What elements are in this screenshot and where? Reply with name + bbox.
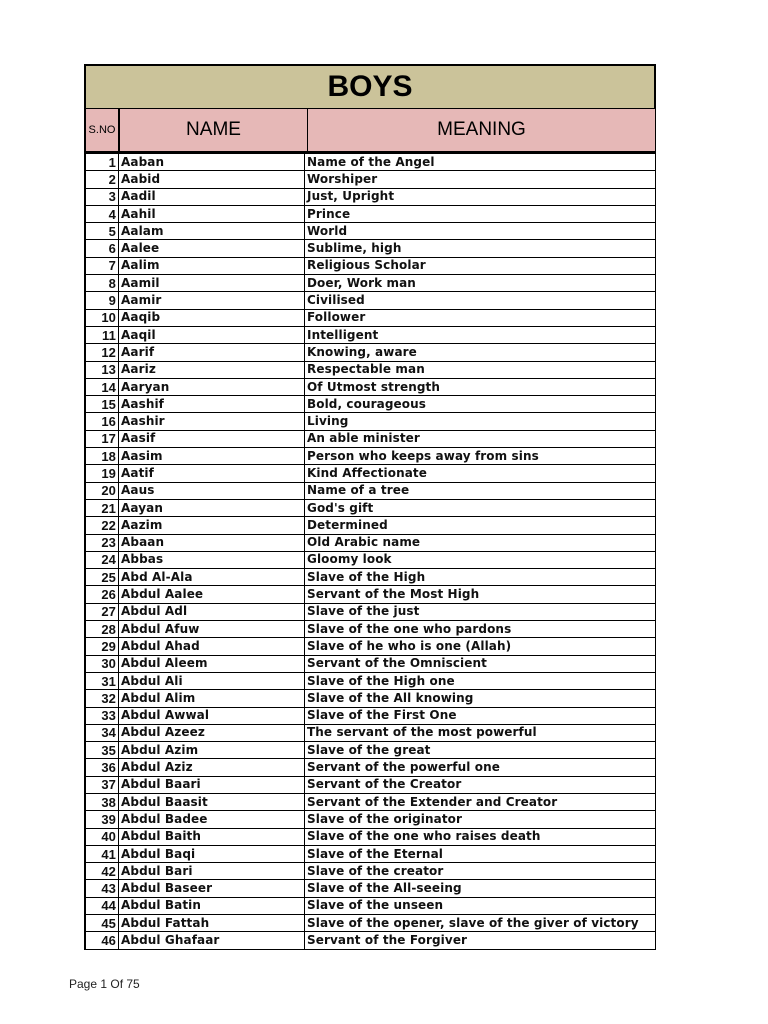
table-row xyxy=(85,413,656,430)
row-sno: 42 xyxy=(85,863,119,880)
row-sno: 11 xyxy=(85,326,119,343)
table-row xyxy=(85,690,656,707)
row-name: Aasif xyxy=(119,430,305,447)
row-sno: 24 xyxy=(85,551,119,568)
row-sno: 1 xyxy=(85,154,119,171)
row-sno: 40 xyxy=(85,828,119,845)
row-meaning: Slave of the opener, slave of the giver of victory xyxy=(305,915,656,932)
row-name: Abdul Badee xyxy=(119,811,305,828)
row-sno: 9 xyxy=(85,292,119,309)
row-sno: 26 xyxy=(85,586,119,603)
table-row xyxy=(85,863,656,880)
row-meaning: Civilised xyxy=(305,292,656,309)
row-name: Aashif xyxy=(119,396,305,413)
table-row xyxy=(85,655,656,672)
row-sno: 35 xyxy=(85,742,119,759)
table-row xyxy=(85,517,656,534)
row-name: Aashir xyxy=(119,413,305,430)
row-name: Aatif xyxy=(119,465,305,482)
table-row xyxy=(85,154,656,171)
row-meaning: Respectable man xyxy=(305,361,656,378)
row-sno: 44 xyxy=(85,897,119,914)
table-row xyxy=(85,776,656,793)
row-meaning: Slave of the one who raises death xyxy=(305,828,656,845)
row-meaning: Gloomy look xyxy=(305,551,656,568)
row-name: Abaan xyxy=(119,534,305,551)
row-meaning: Name of a tree xyxy=(305,482,656,499)
row-sno: 17 xyxy=(85,430,119,447)
table-row xyxy=(85,344,656,361)
row-meaning: Living xyxy=(305,413,656,430)
row-meaning: Slave of the High xyxy=(305,569,656,586)
table-row xyxy=(85,707,656,724)
row-name: Abdul Adl xyxy=(119,603,305,620)
table-row xyxy=(85,724,656,741)
row-meaning: Follower xyxy=(305,309,656,326)
row-name: Abdul Aalee xyxy=(119,586,305,603)
row-sno: 36 xyxy=(85,759,119,776)
row-meaning: Servant of the Omniscient xyxy=(305,655,656,672)
table-row xyxy=(85,932,656,949)
row-sno: 43 xyxy=(85,880,119,897)
row-meaning: Name of the Angel xyxy=(305,154,656,171)
row-sno: 22 xyxy=(85,517,119,534)
row-name: Aaus xyxy=(119,482,305,499)
table-row xyxy=(85,396,656,413)
row-meaning: An able minister xyxy=(305,430,656,447)
row-name: Abbas xyxy=(119,551,305,568)
row-sno: 25 xyxy=(85,569,119,586)
row-sno: 34 xyxy=(85,724,119,741)
row-meaning: Servant of the Most High xyxy=(305,586,656,603)
row-name: Abdul Baari xyxy=(119,776,305,793)
row-name: Abdul Baasit xyxy=(119,793,305,810)
row-sno: 32 xyxy=(85,690,119,707)
row-sno: 45 xyxy=(85,915,119,932)
row-name: Aalee xyxy=(119,240,305,257)
row-meaning: Servant of the Extender and Creator xyxy=(305,793,656,810)
row-meaning: Old Arabic name xyxy=(305,534,656,551)
table-row xyxy=(85,603,656,620)
row-meaning: Worshiper xyxy=(305,171,656,188)
table-row xyxy=(85,448,656,465)
table-row xyxy=(85,793,656,810)
row-name: Aabid xyxy=(119,171,305,188)
names-sheet xyxy=(84,64,656,950)
row-name: Abd Al-Ala xyxy=(119,569,305,586)
table-row xyxy=(85,275,656,292)
row-meaning: Slave of the All knowing xyxy=(305,690,656,707)
row-meaning: Slave of the originator xyxy=(305,811,656,828)
table-row xyxy=(85,915,656,932)
names-table xyxy=(84,153,656,950)
row-name: Abdul Baqi xyxy=(119,845,305,862)
row-sno: 20 xyxy=(85,482,119,499)
row-name: Abdul Ali xyxy=(119,672,305,689)
row-name: Abdul Baith xyxy=(119,828,305,845)
row-sno: 38 xyxy=(85,793,119,810)
row-sno: 28 xyxy=(85,621,119,638)
table-row xyxy=(85,482,656,499)
row-meaning: Determined xyxy=(305,517,656,534)
row-sno: 23 xyxy=(85,534,119,551)
row-meaning: Prince xyxy=(305,205,656,222)
table-row xyxy=(85,205,656,222)
table-row xyxy=(85,638,656,655)
row-meaning: Person who keeps away from sins xyxy=(305,448,656,465)
row-name: Aasim xyxy=(119,448,305,465)
row-name: Aarif xyxy=(119,344,305,361)
row-sno: 27 xyxy=(85,603,119,620)
row-name: Aazim xyxy=(119,517,305,534)
row-name: Abdul Aleem xyxy=(119,655,305,672)
row-meaning: God's gift xyxy=(305,499,656,516)
table-row xyxy=(85,621,656,638)
column-header-row xyxy=(84,109,656,153)
row-sno: 29 xyxy=(85,638,119,655)
row-name: Aamir xyxy=(119,292,305,309)
row-meaning: Of Utmost strength xyxy=(305,378,656,395)
row-meaning: Sublime, high xyxy=(305,240,656,257)
header-name: NAME xyxy=(120,109,308,151)
table-row xyxy=(85,326,656,343)
row-meaning: The servant of the most powerful xyxy=(305,724,656,741)
row-sno: 8 xyxy=(85,275,119,292)
row-name: Abdul Afuw xyxy=(119,621,305,638)
row-sno: 5 xyxy=(85,223,119,240)
row-name: Aadil xyxy=(119,188,305,205)
row-sno: 14 xyxy=(85,378,119,395)
table-row xyxy=(85,828,656,845)
row-name: Abdul Batin xyxy=(119,897,305,914)
page-footer: Page 1 Of 75 xyxy=(69,977,140,991)
row-name: Abdul Azeez xyxy=(119,724,305,741)
row-sno: 7 xyxy=(85,257,119,274)
row-sno: 31 xyxy=(85,672,119,689)
table-row xyxy=(85,569,656,586)
table-row xyxy=(85,672,656,689)
row-name: Abdul Bari xyxy=(119,863,305,880)
row-sno: 13 xyxy=(85,361,119,378)
table-row xyxy=(85,742,656,759)
row-sno: 6 xyxy=(85,240,119,257)
row-meaning: Servant of the powerful one xyxy=(305,759,656,776)
table-row xyxy=(85,378,656,395)
row-name: Aaryan xyxy=(119,378,305,395)
row-sno: 46 xyxy=(85,932,119,949)
table-row xyxy=(85,880,656,897)
row-sno: 21 xyxy=(85,499,119,516)
row-meaning: Servant of the Forgiver xyxy=(305,932,656,949)
row-meaning: Religious Scholar xyxy=(305,257,656,274)
row-meaning: Doer, Work man xyxy=(305,275,656,292)
table-row xyxy=(85,240,656,257)
row-meaning: Slave of he who is one (Allah) xyxy=(305,638,656,655)
row-name: Abdul Alim xyxy=(119,690,305,707)
row-meaning: Knowing, aware xyxy=(305,344,656,361)
row-meaning: World xyxy=(305,223,656,240)
row-meaning: Slave of the All-seeing xyxy=(305,880,656,897)
row-sno: 2 xyxy=(85,171,119,188)
row-meaning: Slave of the creator xyxy=(305,863,656,880)
table-row xyxy=(85,811,656,828)
table-row xyxy=(85,465,656,482)
row-name: Aaqib xyxy=(119,309,305,326)
sheet-title: BOYS xyxy=(84,64,656,109)
row-sno: 16 xyxy=(85,413,119,430)
row-meaning: Slave of the First One xyxy=(305,707,656,724)
table-row xyxy=(85,430,656,447)
row-meaning: Intelligent xyxy=(305,326,656,343)
row-meaning: Slave of the unseen xyxy=(305,897,656,914)
row-name: Aariz xyxy=(119,361,305,378)
row-name: Aayan xyxy=(119,499,305,516)
row-sno: 39 xyxy=(85,811,119,828)
row-sno: 10 xyxy=(85,309,119,326)
row-name: Aahil xyxy=(119,205,305,222)
row-meaning: Slave of the Eternal xyxy=(305,845,656,862)
row-sno: 37 xyxy=(85,776,119,793)
row-sno: 15 xyxy=(85,396,119,413)
table-row xyxy=(85,534,656,551)
row-name: Aaqil xyxy=(119,326,305,343)
row-sno: 12 xyxy=(85,344,119,361)
row-name: Abdul Awwal xyxy=(119,707,305,724)
row-sno: 41 xyxy=(85,845,119,862)
header-sno: S.NO xyxy=(86,109,120,151)
table-row xyxy=(85,845,656,862)
table-row xyxy=(85,586,656,603)
row-name: Aalim xyxy=(119,257,305,274)
row-meaning: Just, Upright xyxy=(305,188,656,205)
table-row xyxy=(85,171,656,188)
row-meaning: Kind Affectionate xyxy=(305,465,656,482)
row-meaning: Slave of the one who pardons xyxy=(305,621,656,638)
row-name: Aaban xyxy=(119,154,305,171)
row-meaning: Slave of the High one xyxy=(305,672,656,689)
table-row xyxy=(85,223,656,240)
row-sno: 3 xyxy=(85,188,119,205)
table-row xyxy=(85,309,656,326)
row-sno: 30 xyxy=(85,655,119,672)
row-name: Abdul Aziz xyxy=(119,759,305,776)
row-name: Aalam xyxy=(119,223,305,240)
row-sno: 4 xyxy=(85,205,119,222)
table-row xyxy=(85,499,656,516)
table-row xyxy=(85,897,656,914)
table-row xyxy=(85,551,656,568)
table-row xyxy=(85,188,656,205)
row-sno: 18 xyxy=(85,448,119,465)
row-meaning: Slave of the great xyxy=(305,742,656,759)
table-row xyxy=(85,257,656,274)
row-name: Abdul Ghafaar xyxy=(119,932,305,949)
row-sno: 33 xyxy=(85,707,119,724)
row-name: Aamil xyxy=(119,275,305,292)
table-row xyxy=(85,759,656,776)
table-row xyxy=(85,292,656,309)
row-meaning: Servant of the Creator xyxy=(305,776,656,793)
row-name: Abdul Azim xyxy=(119,742,305,759)
row-name: Abdul Ahad xyxy=(119,638,305,655)
row-name: Abdul Baseer xyxy=(119,880,305,897)
row-meaning: Bold, courageous xyxy=(305,396,656,413)
row-name: Abdul Fattah xyxy=(119,915,305,932)
table-row xyxy=(85,361,656,378)
header-meaning: MEANING xyxy=(437,119,526,140)
row-sno: 19 xyxy=(85,465,119,482)
row-meaning: Slave of the just xyxy=(305,603,656,620)
